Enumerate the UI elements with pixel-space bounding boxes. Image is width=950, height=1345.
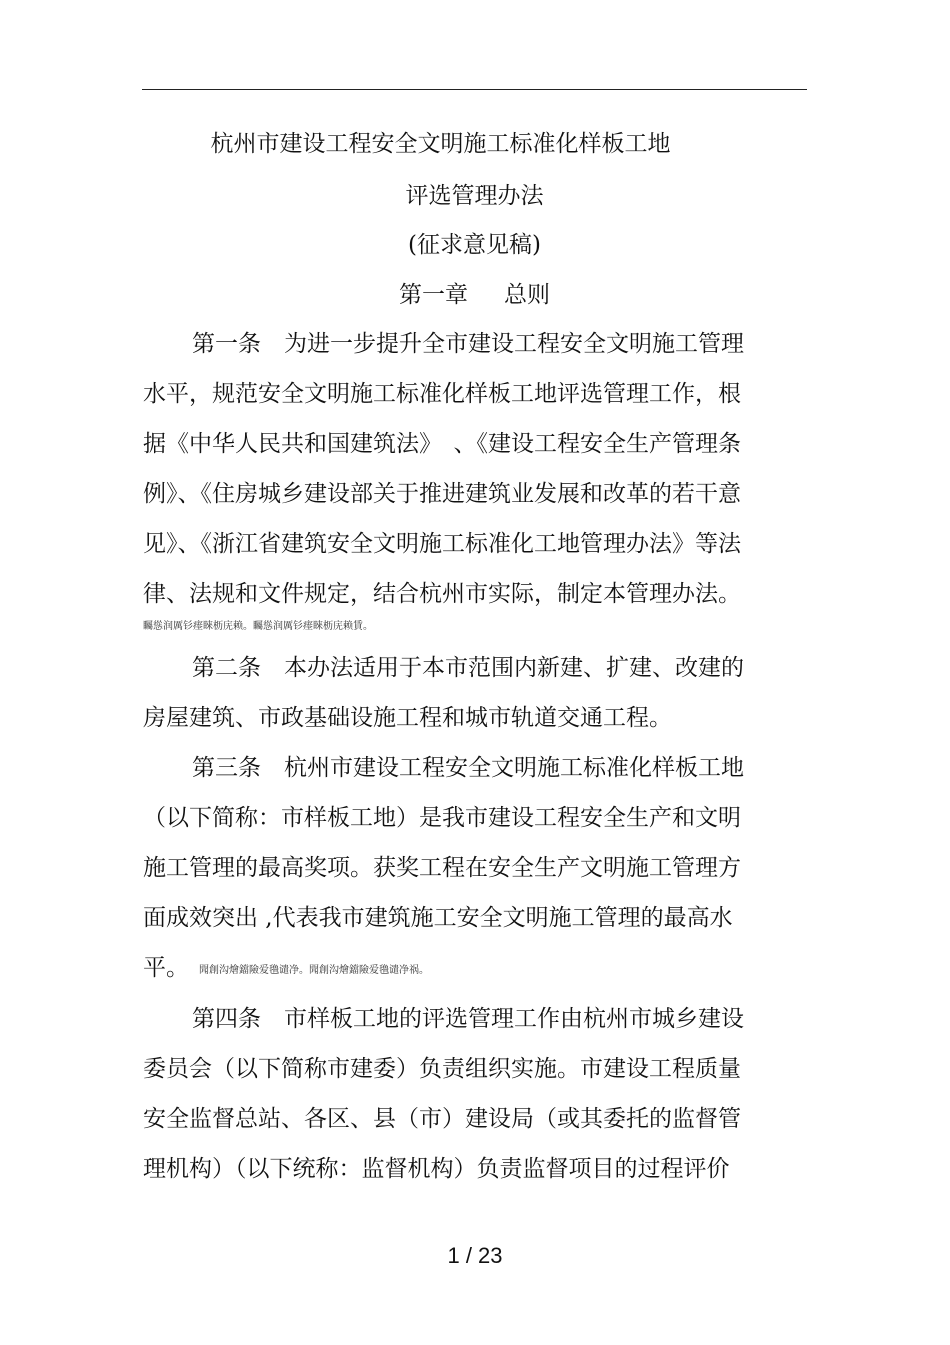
article-1-line: 第一条 为进一步提升全市建设工程安全文明施工管理	[192, 331, 744, 357]
article-4-line: 理机构）（以下统称：监督机构）负责监督项目的过程评价	[143, 1156, 730, 1182]
chapter-label: 第一章	[399, 282, 468, 308]
article-3-line: （以下简称：市样板工地）是我市建设工程安全生产和文明	[143, 805, 741, 831]
article-2-line: 第二条 本办法适用于本市范围内新建、扩建、改建的	[192, 655, 744, 681]
article-3-line: 第三条 杭州市建设工程安全文明施工标准化样板工地	[192, 755, 744, 781]
article-3-line: 面成效突出 ,代表我市建筑施工安全文明施工管理的最高水	[143, 905, 733, 931]
article-3-line: 施工管理的最高奖项。获奖工程在安全生产文明施工管理方	[143, 855, 741, 881]
draft-notice: (征求意见稿)	[408, 232, 541, 258]
document-title: 杭州市建设工程安全文明施工标准化样板工地	[210, 131, 671, 157]
garbled-text: 矚慫润厲钐瘗睞枥庑赖。矚慫润厲钐瘗睞枥庑赖賃。	[143, 621, 373, 632]
article-1-line: 见》、《浙江省建筑安全文明施工标准化工地管理办法》等法	[143, 531, 741, 557]
article-3-line: 平。	[143, 955, 189, 981]
article-1-line: 例》、《住房城乡建设部关于推进建筑业发展和改革的若干意	[143, 481, 741, 507]
chapter-heading	[142, 280, 807, 310]
article-3-last-line	[143, 953, 429, 986]
article-1-line: 律、法规和文件规定，结合杭州市实际，制定本管理办法。	[143, 581, 741, 607]
article-4-line: 第四条 市样板工地的评选管理工作由杭州市城乡建设	[192, 1006, 744, 1032]
article-2-line: 房屋建筑、市政基础设施工程和城市轨道交通工程。	[143, 705, 672, 731]
chapter-title: 总则	[504, 282, 550, 308]
header-rule	[142, 89, 807, 90]
garbled-text: 聞創沟燴鐺險爱氇谴净。聞創沟燴鐺險爱氇谴净祸。	[199, 965, 429, 976]
article-1-line: 据《中华人民共和国建筑法》 、《建设工程安全生产管理条	[143, 431, 741, 457]
page-number: 1 / 23	[447, 1243, 503, 1268]
article-4-line: 委员会（以下简称市建委）负责组织实施。市建设工程质量	[143, 1056, 741, 1082]
article-1-line: 水平，规范安全文明施工标准化样板工地评选管理工作，根	[143, 381, 741, 407]
article-4-line: 安全监督总站、各区、县（市）建设局（或其委托的监督管	[143, 1106, 741, 1132]
document-subtitle: 评选管理办法	[405, 183, 544, 209]
